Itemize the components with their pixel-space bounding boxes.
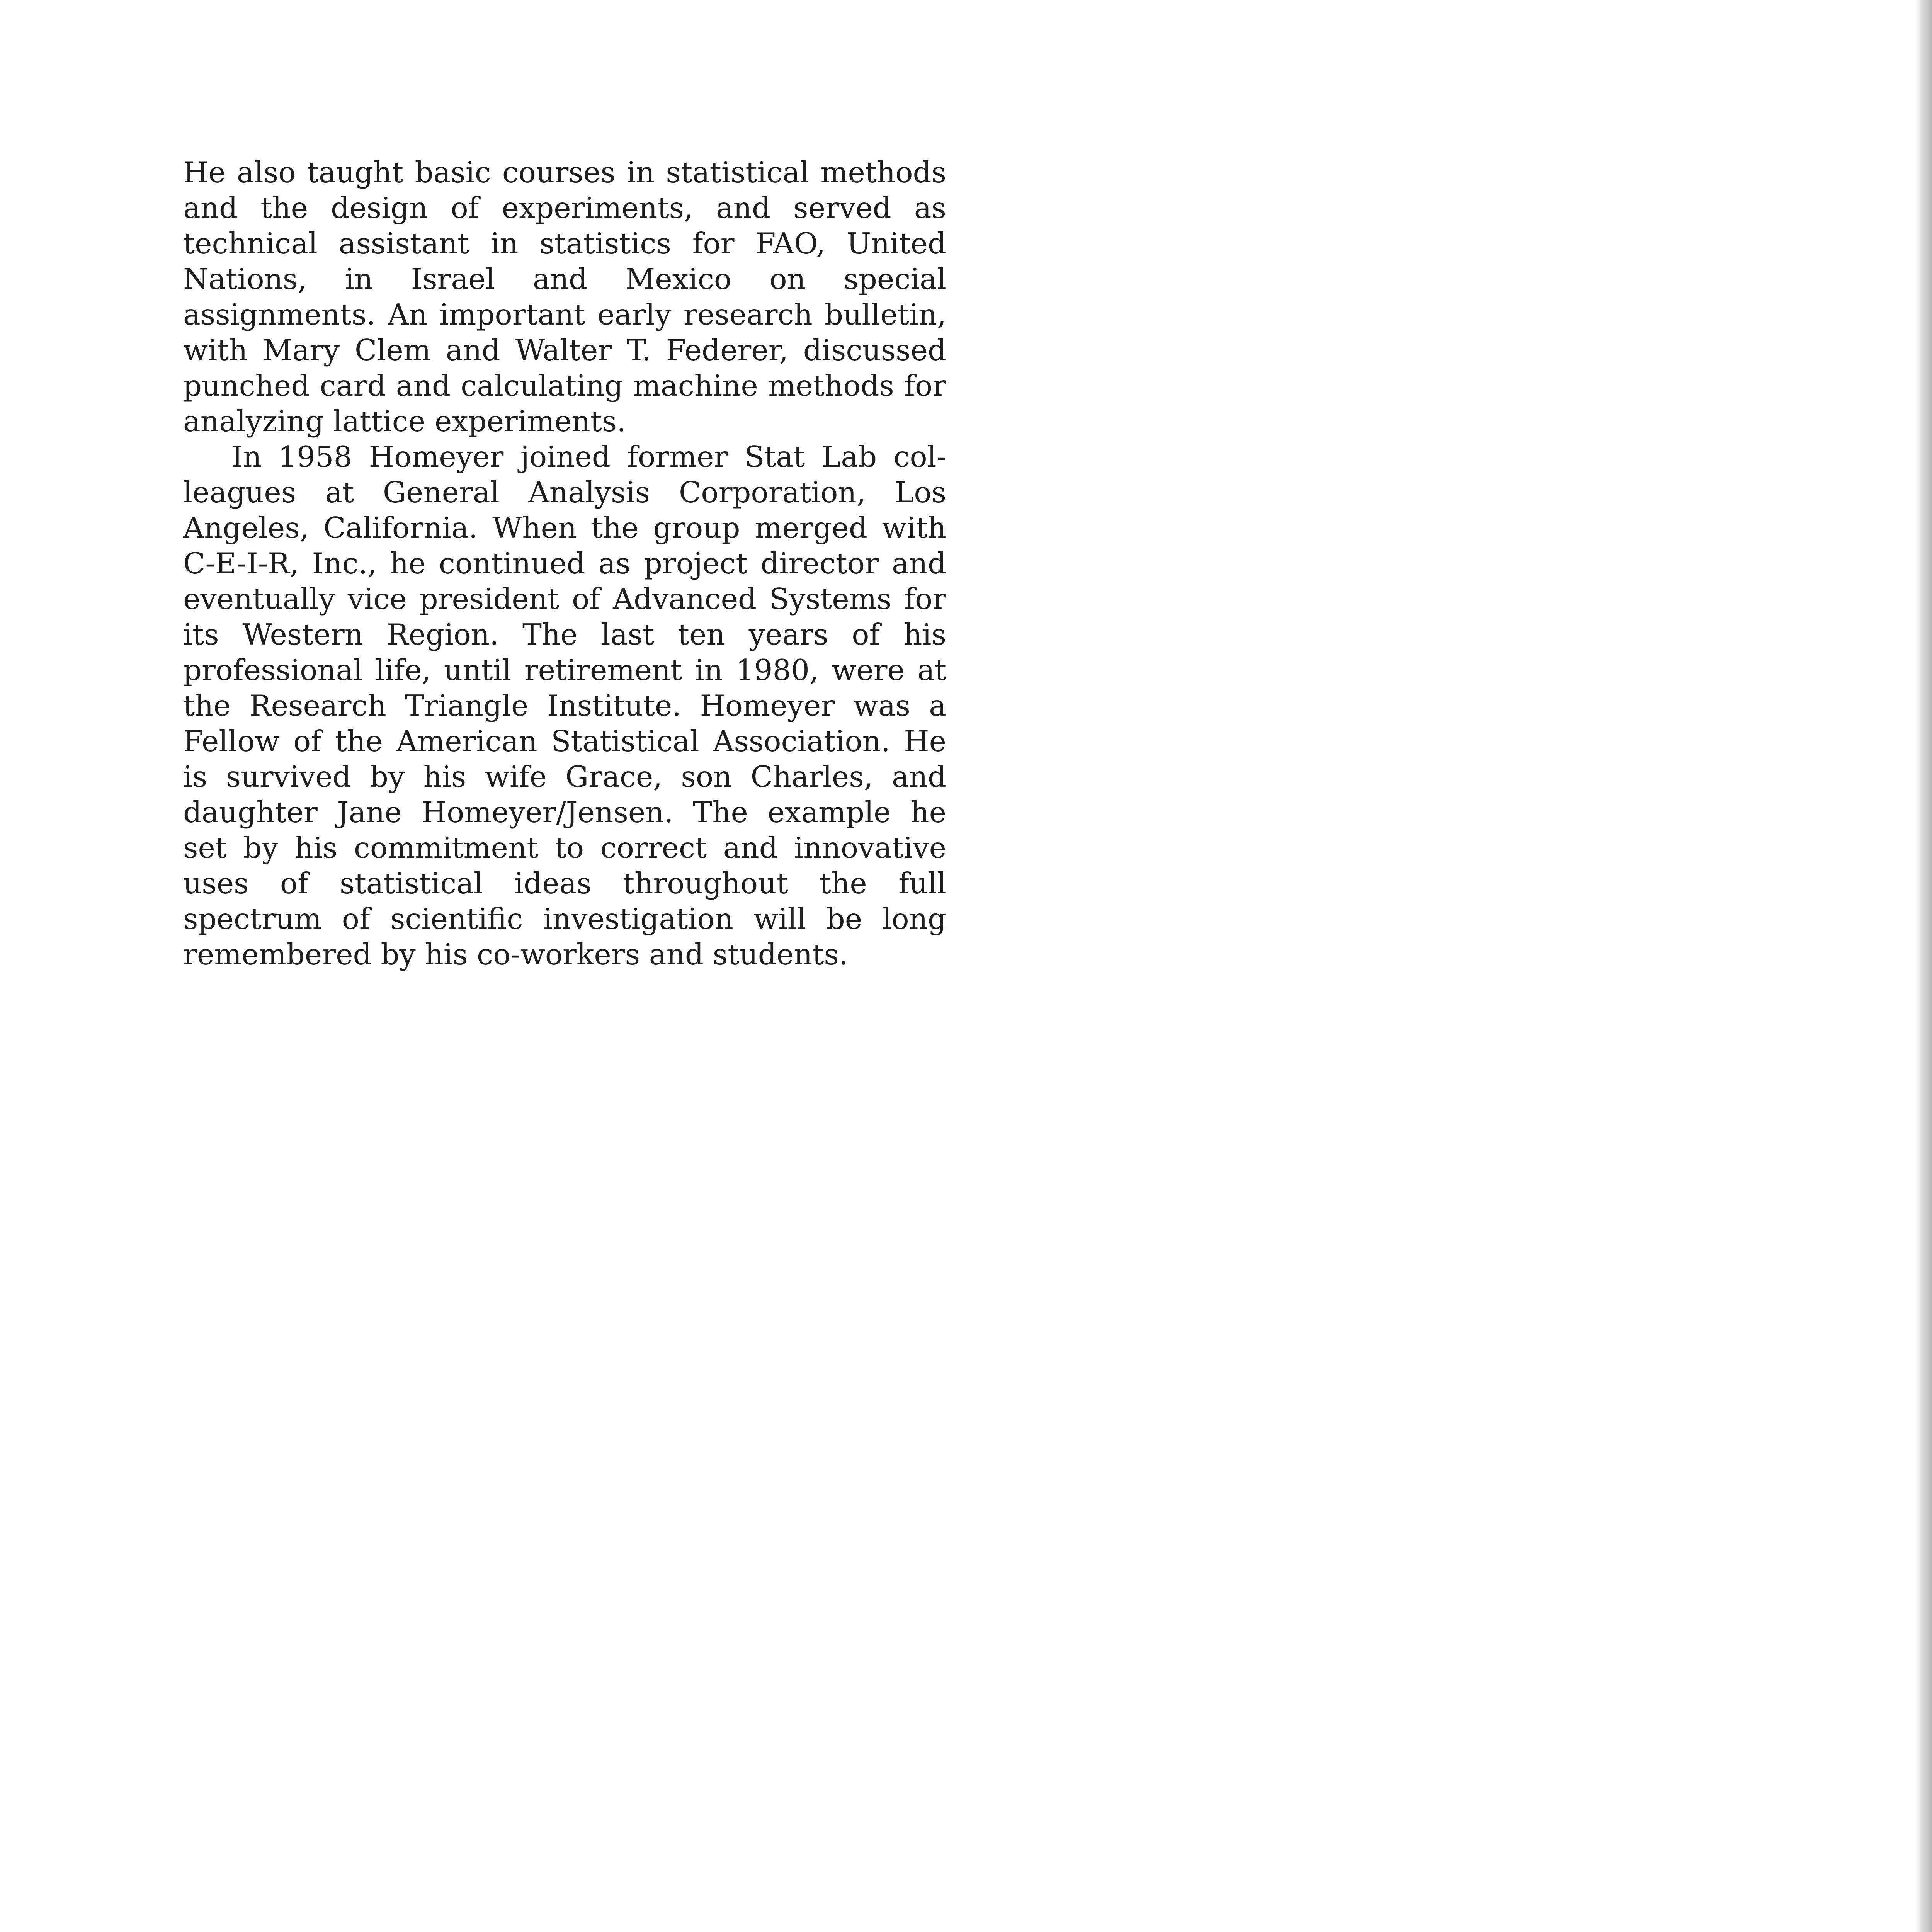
page-edge-highlight [1915, 0, 1920, 1932]
page-edge-shadow [1920, 0, 1932, 1932]
article-paragraph-1: He also taught basic courses in statistical methods and the design of experiments, and served as technical assistant in statistics for FAO, United Nations, in Israel and Mexico on special assignments. An important early research bulletin, with Mary Clem and Walter T. Federer, discussed punched card and calculating machine methods for analyzing lattice experiments. [183, 155, 946, 438]
article-paragraph-2: In 1958 Homeyer joined former Stat Lab colleagues at General Analysis Corporation, Los Angeles, California. When the group merged with C-E-I-R, Inc., he continued as project director and eventually vice president of Advanced Systems for its Western Region. The last ten years of his professional life, until retirement in 1980, were at the Research Triangle Institute. Homeyer was a Fellow of the American Statistical Association. He is survived by his wife Grace, son Charles, and daughter Jane Homeyer/Jensen. The example he set by his commitment to correct and innovative uses of statistical ideas throughout the full spectrum of scientific investigation will be long remembered by his co-workers and students. [183, 440, 946, 971]
article-column [183, 155, 946, 972]
